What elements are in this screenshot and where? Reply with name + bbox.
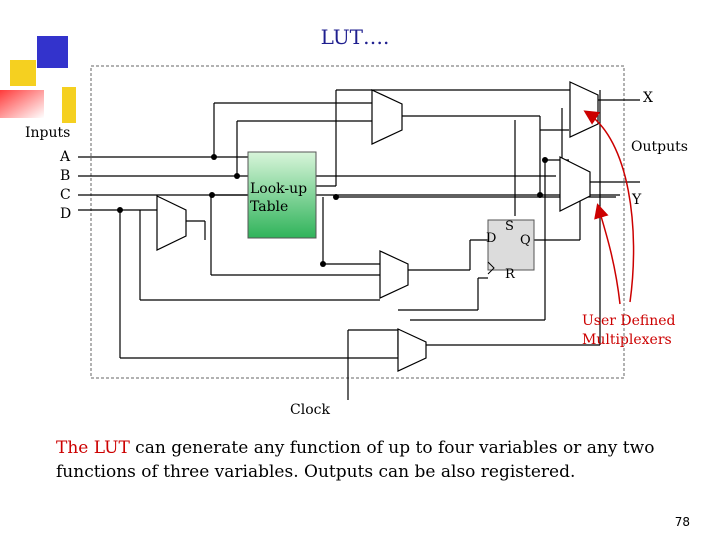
- input-label-a: A: [60, 149, 71, 165]
- deco-yellow-square-2: [62, 87, 76, 123]
- output-y-label: Y: [632, 192, 642, 208]
- input-label-d: D: [60, 206, 72, 222]
- slide-title: LUT….: [320, 25, 390, 49]
- mux-output-x: [570, 82, 598, 137]
- mux-bottom: [398, 329, 426, 371]
- inputs-label: Inputs: [25, 125, 71, 141]
- lookup-table-block: [248, 152, 316, 238]
- caption-highlight: The LUT: [56, 438, 130, 458]
- outputs-label: Outputs: [631, 139, 688, 155]
- annotation-line1: User Defined: [582, 313, 676, 329]
- deco-yellow-square-1: [10, 60, 36, 86]
- decorative-squares: [0, 36, 76, 123]
- mux-top-center: [372, 90, 402, 144]
- annotation-line2: Multiplexers: [582, 332, 672, 348]
- deco-gradient-square: [0, 90, 44, 118]
- mux-center-lower: [380, 251, 408, 298]
- ff-d-label: D: [486, 231, 497, 246]
- output-x-label: X: [643, 90, 653, 106]
- input-label-c: C: [60, 187, 71, 203]
- deco-blue-square: [37, 36, 68, 68]
- mux-left: [157, 196, 186, 250]
- ff-s-label: S: [505, 219, 514, 234]
- annotation-arrows: [586, 112, 634, 304]
- ff-q-label: Q: [520, 233, 531, 248]
- caption-rest: can generate any function of up to four variables or any two functions of three variables. Outputs can be also registered.: [56, 438, 655, 482]
- clock-label: Clock: [290, 402, 330, 418]
- input-label-b: B: [60, 168, 71, 184]
- lut-label-line1: Look-up: [250, 181, 308, 197]
- caption-text: [56, 436, 676, 484]
- ff-r-label: R: [505, 267, 515, 282]
- flip-flop: [486, 219, 534, 282]
- page-number: 78: [674, 515, 690, 529]
- lut-label-line2: Table: [250, 199, 289, 215]
- mux-output-y: [560, 157, 590, 211]
